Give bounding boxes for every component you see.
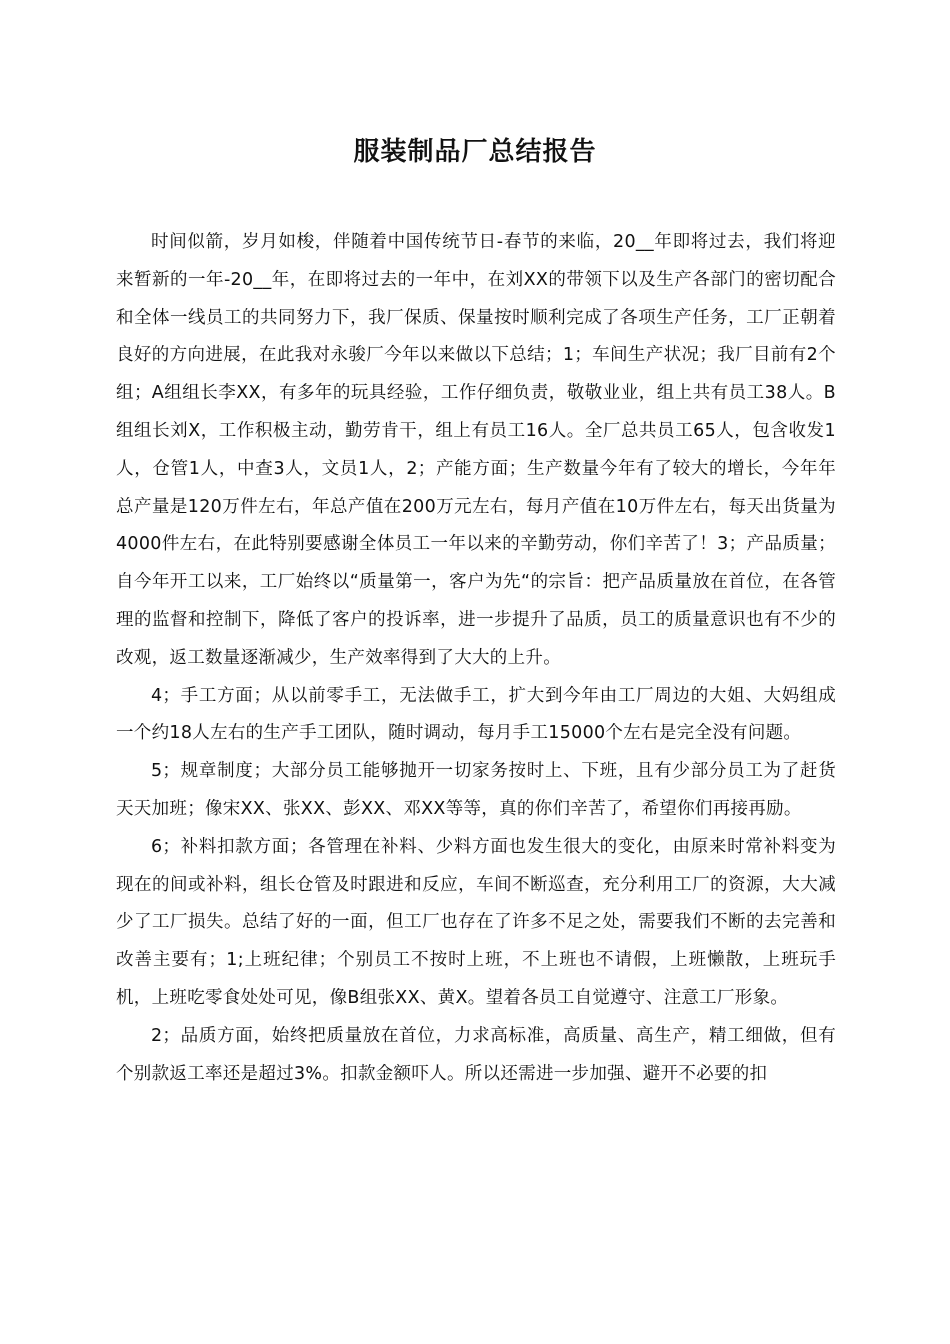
paragraph: 6；补料扣款方面；各管理在补料、少料方面也发生很大的变化，由原来时常补料变为现在的间或补料，组长仓管及时跟进和反应，车间不断巡查，充分利用工厂的资源，大大减少了工厂损失。总结了好的一面，但工厂也存在了许多不足之处，需要我们不断的去完善和改善主要有；1;上班纪律；个别员工不按时上班，不上班也不请假，上班懒散，上班玩手机，上班吃零食处处可见，像B组张XX、黄X。望着各员工自觉遵守、注意工厂形象。 xyxy=(116,836,836,1008)
paragraph: 4；手工方面；从以前零手工，无法做手工，扩大到今年由工厂周边的大姐、大妈组成一个约18人左右的生产手工团队，随时调动，每月手工15000个左右是完全没有问题。 xyxy=(116,685,836,744)
document-body xyxy=(116,224,836,1093)
paragraph: 2；品质方面，始终把质量放在首位，力求高标准，高质量、高生产，精工细做，但有个别款返工率还是超过3%。扣款金额吓人。所以还需进一步加强、避开不必要的扣 xyxy=(116,1025,836,1084)
paragraph: 时间似箭，岁月如梭，伴随着中国传统节日-春节的来临，20__年即将过去，我们将迎来暂新的一年-20__年，在即将过去的一年中，在刘XX的带领下以及生产各部门的密切配合和全体一线员工的共同努力下，我厂保质、保量按时顺利完成了各项生产任务，工厂正朝着良好的方向进展，在此我对永骏厂今年以来做以下总结；1；车间生产状况；我厂目前有2个组；A组组长李XX，有多年的玩具经验，工作仔细负责，敬敬业业，组上共有员工38人。B组组长刘X，工作积极主动，勤劳肯干，组上有员工16人。全厂总共员工65人，包含收发1人，仓管1人，中查3人，文员1人，2；产能方面；生产数量今年有了较大的增长，今年年总产量是120万件左右，年总产值在200万元左右，每月产值在10万件左右，每天出货量为4000件左右，在此特别要感谢全体员工一年以来的辛勤劳动，你们辛苦了！3；产品质量；自今年开工以来，工厂始终以“质量第一，客户为先“的宗旨：把产品质量放在首位，在各管理的监督和控制下，降低了客户的投诉率，进一步提升了品质，员工的质量意识也有不少的改观，返工数量逐渐减少，生产效率得到了大大的上升。 xyxy=(116,232,836,668)
paragraph: 5；规章制度；大部分员工能够抛开一切家务按时上、下班，且有少部分员工为了赶货天天加班；像宋XX、张XX、彭XX、邓XX等等，真的你们辛苦了，希望你们再接再励。 xyxy=(116,761,836,819)
document-title: 服装制品厂总结报告 xyxy=(353,137,597,167)
